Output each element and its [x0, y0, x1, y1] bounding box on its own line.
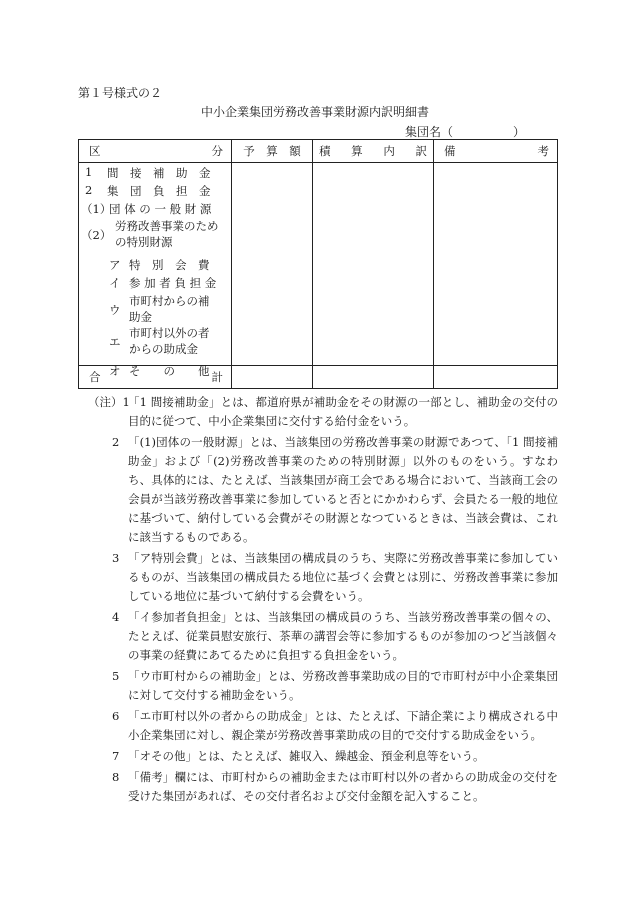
note-item: 3 「ア特別会費」とは、当該集団の構成員のうち、実際に労務改善事業に参加しているものが、当該集団の構成員たる地位に基づく会費とは別に、労務改善事業に参加している地位に基づいて納付する会費をいう。 [112, 551, 558, 603]
form-number: 第１号様式の２ [78, 86, 163, 100]
header-category: 区 分 [79, 140, 232, 163]
note-item: 8 「備考」欄には、市町村からの補助金または市町村以外の者からの助成金の交付を受けた集団があれば、その交付者名および交付金額を記入すること。 [112, 770, 558, 803]
remarks-cell[interactable] [434, 163, 558, 366]
notes-section [88, 393, 558, 808]
header-estimate-breakdown: 積 算 内 訳 [313, 140, 434, 163]
total-estimate-cell[interactable] [313, 366, 434, 389]
notes-label: （注） [88, 395, 123, 409]
total-label-cell: 合 計 [79, 366, 232, 389]
note-item: 4 「イ参加者負担金」とは、当該集団の構成員のうち、当該労務改善事業の個々の、たとえば、従業員慰安旅行、茶華の講習会等に参加するものが参加のつど当該個々の事業の経費にあてるために負担する負担金をいう。 [112, 610, 558, 662]
note-item: 7 「オその他」とは、たとえば、雑収入、繰越金、預金利息等をいう。 [112, 749, 485, 763]
document-title: 中小企業集団労務改善事業財源内訳明細書 [200, 105, 429, 119]
note-item: 6 「エ市町村以外の者からの助成金」とは、たとえば、下請企業により構成される中小企業集団に対し、親企業が労務改善事業助成の目的で交付する助成金をいう。 [112, 709, 558, 742]
budget-cell[interactable] [232, 163, 313, 366]
header-remarks: 備 考 [434, 140, 558, 163]
category-cell: 1 間 接 補 助 金 2 集 団 負 担 金 （1） 団 体 の 一 般 財 源 （2） 労務改善事業のため の特別財源 ア 特 別 会 費 イ 参 加 者 負 担 金 ウ 市町村からの補 助金 エ 市町村以外の者 からの助成金 オ そ の 他 [79, 163, 232, 366]
group-name-label: 集団名（ ） [405, 125, 526, 139]
table-header-row [79, 140, 558, 163]
estimate-cell[interactable] [313, 163, 434, 366]
header-budget: 予 算 額 [232, 140, 313, 163]
table-body-row [79, 163, 558, 366]
note-item: （注）1 「1 間接補助金」とは、都道府県が補助金をその財源の一部とし、補助金の交付の目的に従つて、中小企業集団に交付する給付金をいう。 [88, 395, 558, 428]
note-item: 2 「(1)団体の一般財源」とは、当該集団の労務改善事業の財源であつて、「1 間接補助金」および「(2)労務改善事業のための特別財源」以外のものをいう。すなわち、具体的には、たとえば、当該集団が商工会である場合において、当該商工会の会員が当該労務改善事業に参加していると否とにかかわらず、会員たる一般的地位に基づいて、納付している会費がその財源となつているときは、当該会費は、これに該当するものである。 [112, 435, 558, 544]
total-remarks-cell[interactable] [434, 366, 558, 389]
financial-breakdown-table [78, 139, 558, 389]
note-item: 5 「ウ市町村からの補助金」とは、労務改善事業助成の目的で市町村が中小企業集団に対して交付する補助金をいう。 [112, 669, 558, 702]
total-budget-cell[interactable] [232, 366, 313, 389]
